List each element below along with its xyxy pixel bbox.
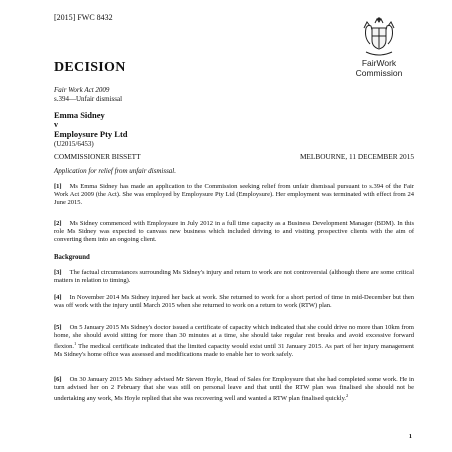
logo-line-fairwork: FairWork [361, 58, 397, 68]
paragraph-number: [4] [54, 294, 62, 301]
paragraph-text: The factual circumstances surrounding Ms Sidney's injury and return to work are not controversial (although there are some critical matters in relation to timing). [54, 269, 414, 284]
versus-label: v [54, 120, 58, 129]
paragraph-number: [5] [54, 324, 62, 331]
paragraph-text: Ms Emma Sidney has made an application to the Commission seeking relief from unfair dismissal pursuant to s.394 of the Fair Work Act 2009 (the Act). She was employed by Employsure Pty Ltd (Employsure). Her employment was terminated with effect from 24 June 2015. [54, 183, 414, 206]
footnote-ref[interactable]: 1 [74, 340, 77, 346]
act-section: s.394—Unfair dismissal [54, 95, 123, 103]
page-number: 1 [408, 433, 412, 440]
paragraph-3 [54, 269, 414, 285]
paragraph-number: [6] [54, 376, 62, 383]
act-name: Fair Work Act 2009 [54, 86, 110, 94]
respondent-name: Employsure Pty Ltd [54, 129, 128, 139]
paragraph-4 [54, 294, 414, 310]
paragraph-2 [54, 220, 414, 244]
paragraph-text: Ms Sidney commenced with Employsure in July 2012 in a full time capacity as a Business Development Manager (BDM). In this role Ms Sidney was expected to canvass new business which included driving to and visiting prospective clients with the aim of converting them into an ongoing client. [54, 220, 414, 243]
paragraph-number: [2] [54, 220, 62, 227]
paragraph-6 [54, 376, 414, 403]
member-name: COMMISSIONER BISSETT [54, 152, 141, 161]
coat-of-arms-icon [356, 14, 402, 58]
logo-line-commission: Commission [355, 68, 403, 78]
fwc-logo [344, 14, 414, 78]
background-heading: Background [54, 254, 90, 261]
matter-number: (U2015/6453) [54, 140, 94, 148]
application-line: Application for relief from unfair dismissal. [54, 167, 176, 175]
place-date: MELBOURNE, 11 DECEMBER 2015 [299, 152, 414, 161]
decision-reference: [2015] FWC 8432 [54, 13, 113, 22]
paragraph-5 [54, 324, 414, 359]
paragraph-1 [54, 183, 414, 207]
footnote-ref[interactable]: 2 [346, 392, 349, 398]
paragraph-text: On 5 January 2015 Ms Sidney's doctor issued a certificate of capacity which indicated that she could drive no more than 10km from home, she should avoid sitting for more than 30 minutes at a time, she should take regular rest breaks and avoid excessive forward flexion. [54, 324, 414, 350]
document-title: DECISION [54, 60, 126, 75]
paragraph-text: In November 2014 Ms Sidney injured her back at work. She returned to work for a short period of time in mid-December but then was off work with the injury until March 2015 when she returned to work on a return to work (RTW) plan. [54, 294, 414, 309]
paragraph-number: [3] [54, 269, 62, 276]
paragraph-text: On 30 January 2015 Ms Sidney advised Mr Steven Hoyle, Head of Sales for Employsure that she had completed some work. He in turn advised her on 2 February that she was still on personal leave and that until the RTW plan was finalised she should not be undertaking any work, Ms Hoyle replied that she was recovering well and wanted a RTW plan finalised quickly. [54, 376, 414, 402]
applicant-name: Emma Sidney [54, 110, 105, 120]
paragraph-number: [1] [54, 183, 62, 190]
paragraph-text-continued: The medical certificate indicated that the limited capacity would exist until 31 January 2015. As part of her injury management Ms Sidney's home office was assessed and modifications made to enable her to work safely. [54, 342, 414, 358]
